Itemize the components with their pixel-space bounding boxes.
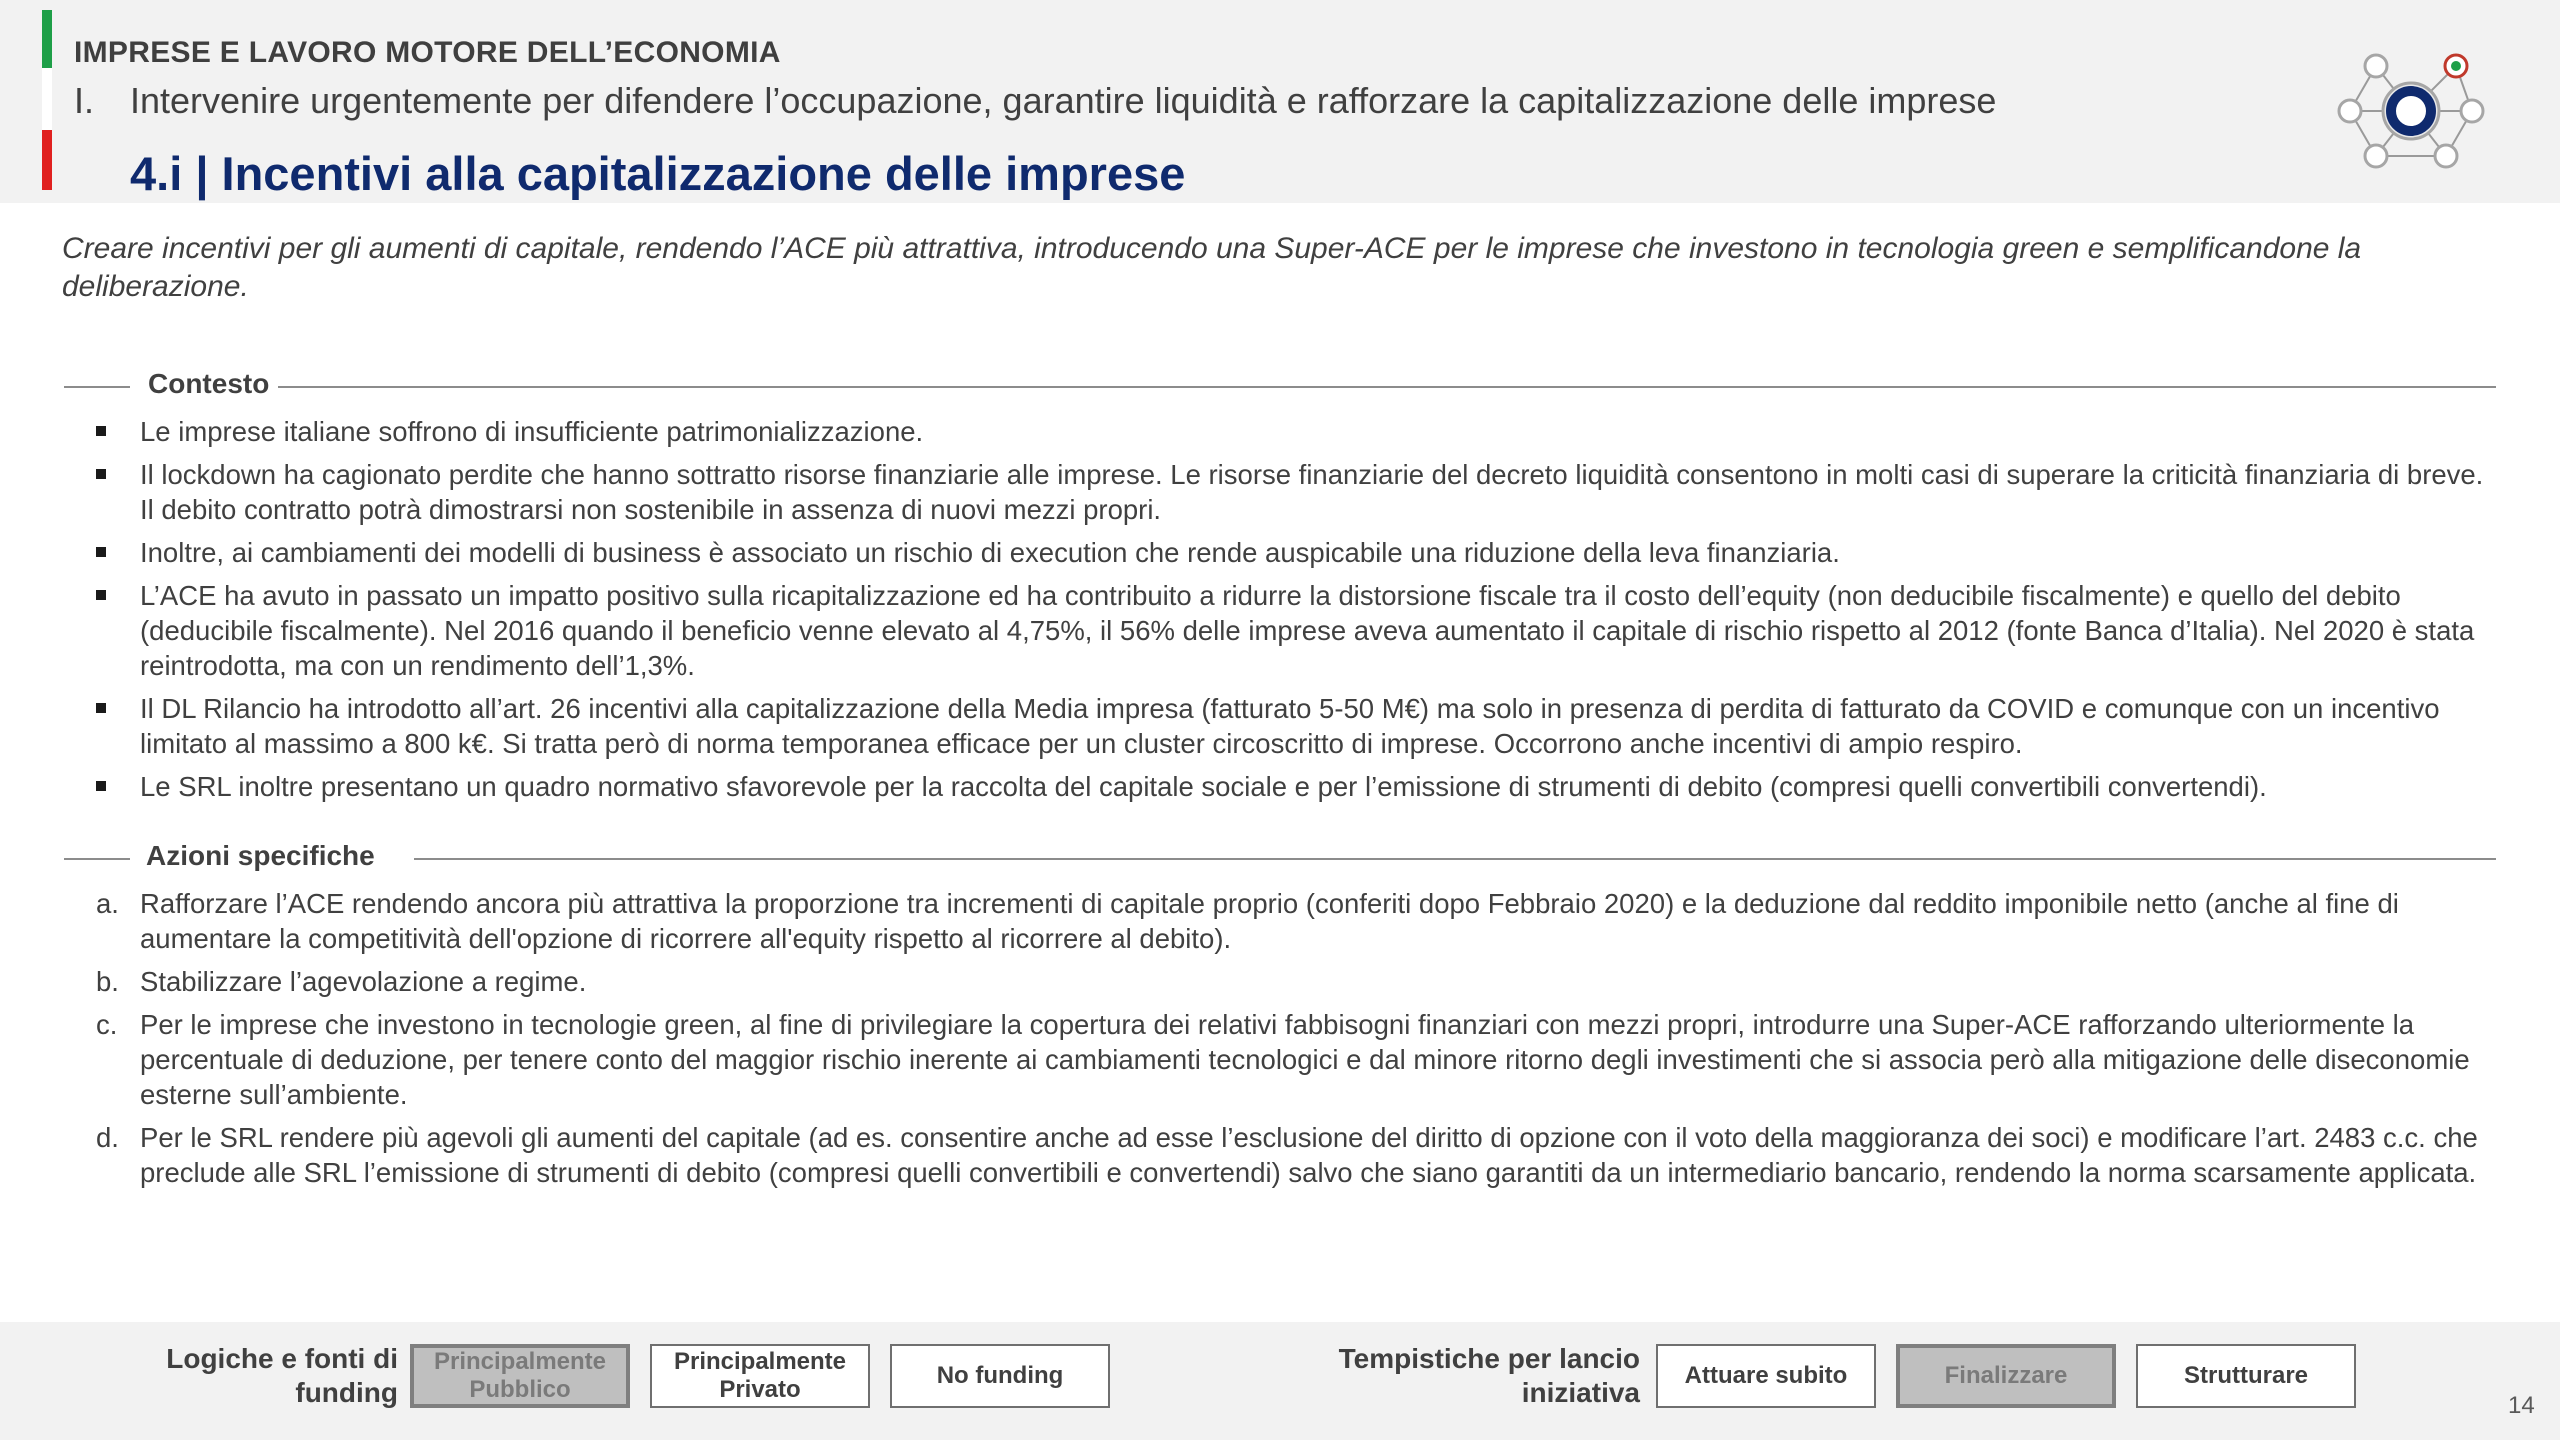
timing-option-finalizzare[interactable]: Finalizzare xyxy=(1896,1344,2116,1408)
list-marker: a. xyxy=(96,888,119,919)
page-title: 4.i | Incentivi alla capitalizzazione delle imprese xyxy=(130,147,1186,200)
bullet-square-icon xyxy=(96,781,106,791)
timing-label: Tempistiche per lancio iniziativa xyxy=(1338,1343,1640,1408)
divider-line xyxy=(64,386,130,388)
section-title: IMPRESE E LAVORO MOTORE DELL’ECONOMIA xyxy=(74,36,781,69)
list-item: Le imprese italiane soffrono di insufficiente patrimonializzazione. xyxy=(92,414,2502,449)
network-logo-icon xyxy=(2336,46,2486,176)
list-marker: b. xyxy=(96,966,119,997)
timing-option-attuare-subito[interactable]: Attuare subito xyxy=(1656,1344,1876,1408)
divider-line xyxy=(414,858,2496,860)
section-label-azioni: Azioni specifiche xyxy=(146,840,375,871)
section-header-azioni xyxy=(64,838,2496,878)
contesto-list xyxy=(92,414,2502,812)
list-marker: c. xyxy=(96,1009,118,1040)
list-item: Il lockdown ha cagionato perdite che hanno sottratto risorse finanziarie alle imprese. Le risorse finanziarie del decreto liquidità consentono in molti casi di superare la criticità finanziaria di breve. Il debito contratto potrà dimostrarsi non sostenibile in assenza di nuovi mezzi propri. xyxy=(92,457,2502,527)
flag-stripe-white xyxy=(42,68,52,130)
subtitle-text: Intervenire urgentemente per difendere l’occupazione, garantire liquidità e rafforzare la capitalizzazione delle imprese xyxy=(130,80,1997,121)
subtitle xyxy=(74,80,1996,122)
list-item: a. Rafforzare l’ACE rendendo ancora più attrattiva la proporzione tra incrementi di capitale proprio (conferiti dopo Febbraio 2020) e la deduzione dal reddito imponibile netto (anche al fine di aumentare la competitività dell'opzione di ricorrere all'equity rispetto al ricorrere al debito). xyxy=(96,888,2399,954)
page-number: 14 xyxy=(2508,1392,2535,1419)
funding-label: Logiche e fonti di funding xyxy=(166,1343,398,1408)
bullet-square-icon xyxy=(96,469,106,479)
bullet-square-icon xyxy=(96,426,106,436)
list-item: Il DL Rilancio ha introdotto all’art. 26 incentivi alla capitalizzazione della Media impresa (fatturato 5-50 M€) ma solo in presenza di perdita di fatturato da COVID e comunque con un incentivo limitato al massimo a 800 k€. Si tratta però di norma temporanea efficace per un cluster circoscritto di imprese. Occorrono anche incentivi di ampio respiro. xyxy=(92,691,2502,761)
list-item: Le SRL inoltre presentano un quadro normativo sfavorevole per la raccolta del capitale sociale e per l’emissione di strumenti di debito (compresi quelli convertibili convertendi). xyxy=(92,769,2502,804)
timing-option-strutturare[interactable]: Strutturare xyxy=(2136,1344,2356,1408)
bullet-square-icon xyxy=(96,590,106,600)
flag-stripe-green xyxy=(42,10,52,68)
list-marker: d. xyxy=(96,1122,119,1153)
section-label-contesto: Contesto xyxy=(148,368,270,399)
intro-text: Creare incentivi per gli aumenti di capitale, rendendo l’ACE più attrattiva, introducendo una Super-ACE per le imprese che investono in tecnologia green e semplificandone la deliberazione. xyxy=(62,232,2362,303)
divider-line xyxy=(64,858,130,860)
list-item: d. Per le SRL rendere più agevoli gli aumenti del capitale (ad es. consentire anche ad esse l’esclusione del diritto di opzione con il voto della maggioranza dei soci) e modificare l’art. 2483 c.c. che preclude alle SRL l’emissione di strumenti di debito (compresi quelli convertibili e convertendi) salvo che siano garantiti da un intermediario bancario, rendendo la norma scarsamente applicata. xyxy=(96,1122,2478,1188)
funding-option-pubblico[interactable]: Principalmente Pubblico xyxy=(410,1344,630,1408)
divider-line xyxy=(278,386,2496,388)
header-band xyxy=(0,0,2560,203)
azioni-list xyxy=(92,886,2502,1198)
funding-option-no-funding[interactable]: No funding xyxy=(890,1344,1110,1408)
list-item: b. Stabilizzare l’agevolazione a regime. xyxy=(96,966,587,997)
list-item: L’ACE ha avuto in passato un impatto positivo sulla ricapitalizzazione ed ha contribuito a ridurre la distorsione fiscale tra il costo dell’equity (non deducibile fiscalmente) e quello del debito (deducibile fiscalmente). Nel 2016 quando il beneficio venne elevato al 4,75%, il 56% delle imprese aveva aumentato il capitale di rischio rispetto al 2012 (fonte Banca d’Italia). Nel 2020 è stata reintrodotta, ma con un rendimento dell’1,3%. xyxy=(92,578,2502,683)
bullet-square-icon xyxy=(96,547,106,557)
section-header-contesto xyxy=(64,366,2496,406)
funding-option-privato[interactable]: Principalmente Privato xyxy=(650,1344,870,1408)
list-item: Inoltre, ai cambiamenti dei modelli di business è associato un rischio di execution che rende auspicabile una riduzione della leva finanziaria. xyxy=(92,535,2502,570)
list-item: c. Per le imprese che investono in tecnologie green, al fine di privilegiare la copertura dei relativi fabbisogni finanziari con mezzi propri, introdurre una Super-ACE rafforzando ulteriormente la percentuale di deduzione, per tenere conto del maggior rischio inerente ai cambiamenti tecnologici e dal minore ritorno degli investimenti che si associa però alla mitigazione delle diseconomie esterne sull’ambiente. xyxy=(96,1009,2470,1110)
flag-stripe-red xyxy=(42,130,52,190)
bullet-square-icon xyxy=(96,703,106,713)
subtitle-number: I. xyxy=(74,80,95,121)
